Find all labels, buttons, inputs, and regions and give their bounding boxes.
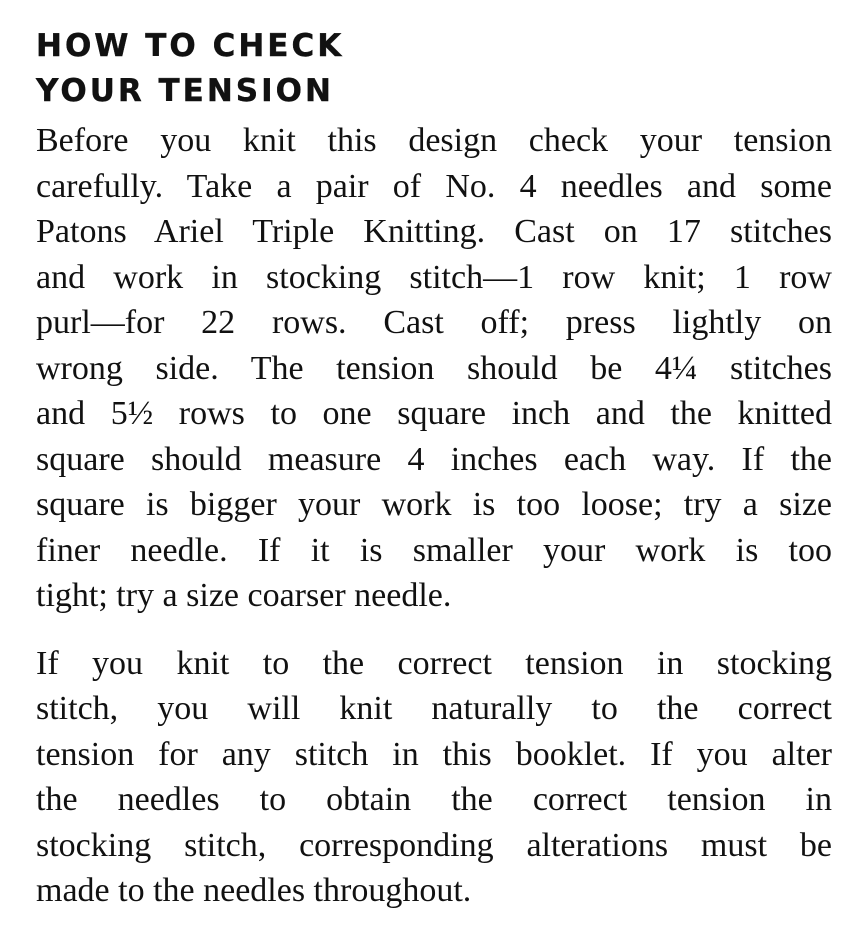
- text-line: purl—for 22 rows. Cast off; press lightly on: [36, 304, 832, 341]
- section-heading: [36, 24, 834, 114]
- text-line: finer needle. If it is smaller your work is too: [36, 531, 832, 569]
- text-line: and work in stocking stitch—1 row knit; 1 row: [36, 258, 832, 296]
- paragraph-tension-instructions: [36, 118, 834, 619]
- text-line: made to the needles throughout.: [36, 872, 472, 909]
- text-line: and 5½ rows to one square inch and the knitted: [36, 395, 832, 432]
- text-line: carefully. Take a pair of No. 4 needles and some: [36, 167, 832, 205]
- text-line: square should measure 4 inches each way. If the: [36, 440, 832, 478]
- text-line: Patons Ariel Triple Knitting. Cast on 17 stitches: [36, 213, 832, 250]
- text-line: tension for any stitch in this booklet. If you alter: [36, 735, 832, 773]
- paragraph-tension-advice: [36, 641, 834, 914]
- text-line: If you knit to the correct tension in stocking: [36, 644, 832, 682]
- text-line: Before you knit this design check your tension: [36, 122, 832, 159]
- text-line: stitch, you will knit naturally to the correct: [36, 690, 832, 727]
- heading-line-1: HOW TO CHECK: [36, 28, 345, 64]
- document-page: [36, 24, 834, 914]
- text-line: square is bigger your work is too loose; try a size: [36, 486, 832, 523]
- text-line: wrong side. The tension should be 4¼ stitches: [36, 349, 832, 387]
- heading-line-2: YOUR TENSION: [36, 73, 334, 109]
- text-line: tight; try a size coarser needle.: [36, 577, 452, 614]
- text-line: the needles to obtain the correct tension in: [36, 781, 832, 818]
- body-text: [36, 118, 834, 914]
- text-line: stocking stitch, corresponding alterations must be: [36, 826, 832, 864]
